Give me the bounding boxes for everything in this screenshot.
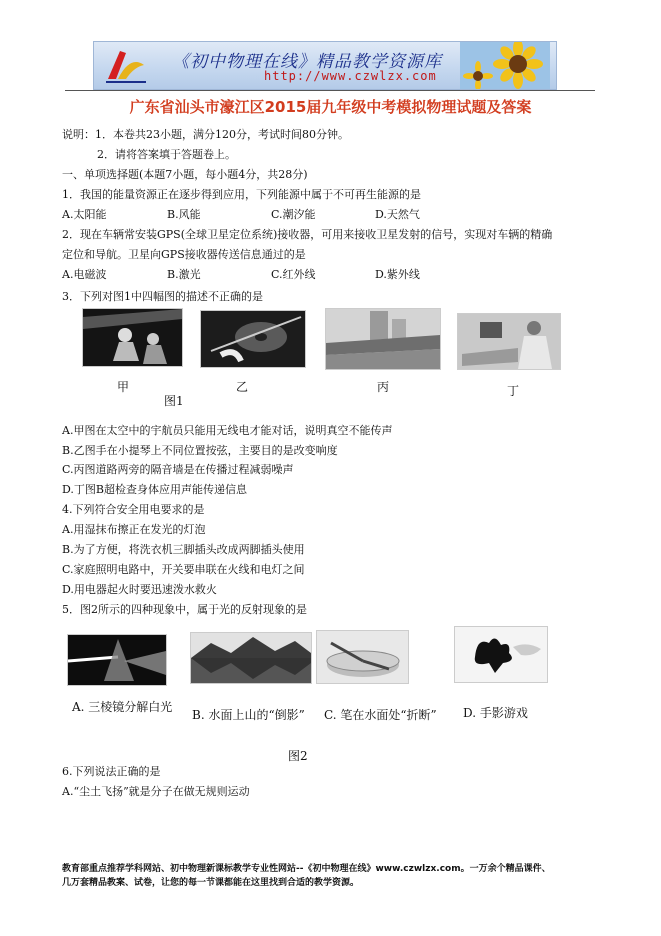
q5-stem: 5．图2所示的四种现象中，属于光的反射现象的是	[62, 603, 307, 616]
footer-line-2: 几万套精品教案、试卷，让您的每一节课都能在这里找到合适的教学资源。	[62, 878, 360, 888]
q3-option-d: D.丁图B超检查身体应用声能传递信息	[62, 483, 248, 496]
q2-option-d: D.紫外线	[375, 268, 420, 281]
section-heading: 一、单项选择题(本题7小题，每小题4分，共28分)	[62, 168, 308, 181]
figure2-image-c	[316, 630, 409, 684]
figure1-label-ding: 丁	[507, 384, 520, 398]
figure1-image-yi	[200, 310, 306, 368]
sunflower-image	[460, 42, 550, 89]
q6-option-a: A.“尘土飞扬”就是分子在做无规则运动	[62, 785, 250, 798]
q1-option-c: C.潮汐能	[271, 208, 316, 221]
figure2-image-d	[454, 626, 548, 683]
q3-option-b: B.乙图手在小提琴上不同位置按弦，主要目的是改变响度	[62, 444, 338, 457]
q1-option-a: A.太阳能	[62, 208, 107, 221]
q6-stem: 6.下列说法正确的是	[62, 765, 161, 778]
q4-stem: 4.下列符合安全用电要求的是	[62, 503, 205, 516]
q2-stem-line1: 2．现在车辆常安装GPS(全球卫星定位系统)接收器，可用来接收卫星发射的信号，实现对车辆的精确	[62, 228, 553, 241]
footer-text	[62, 862, 602, 890]
figure1-label-jia: 甲	[117, 380, 130, 394]
q3-stem: 3．下列对图1中四幅图的描述不正确的是	[62, 290, 263, 303]
header-rule	[65, 90, 595, 91]
figure2-caption-d: D. 手影游戏	[463, 706, 528, 720]
site-logo-icon	[104, 45, 148, 85]
page-title: 广东省汕头市濠江区2015届九年级中考模拟物理试题及答案	[129, 98, 532, 116]
q4-option-b: B.为了方便，将洗衣机三脚插头改成两脚插头使用	[62, 543, 305, 556]
figure1-label-yi: 乙	[236, 380, 249, 394]
figure2-image-b	[190, 632, 312, 684]
q2-option-c: C.红外线	[271, 268, 316, 281]
q4-option-a: A.用湿抹布擦正在发光的灯泡	[62, 523, 206, 536]
figure1-caption: 图1	[164, 394, 184, 408]
figure1-image-ding	[457, 313, 561, 370]
figure2-caption: 图2	[288, 749, 308, 763]
q2-option-a: A.电磁波	[62, 268, 107, 281]
footer-line-1: 教育部重点推荐学科网站、初中物理新课标教学专业性网站--《初中物理在线》www.czwlzx.com。一万余个精品课件、	[62, 864, 551, 874]
q3-option-a: A.甲图在太空中的宇航员只能用无线电才能对话，说明真空不能传声	[62, 424, 393, 437]
instruction-2: 2．请将答案填于答题卷上。	[97, 148, 236, 161]
instruction-1: 说明：1．本卷共23小题，满分120分，考试时间80分钟。	[62, 128, 349, 141]
q1-stem: 1．我国的能量资源正在逐步得到应用，下列能源中属于不可再生能源的是	[62, 188, 421, 201]
q4-option-d: D.用电器起火时要迅速泼水救火	[62, 583, 217, 596]
banner-title: 《初中物理在线》精品教学资源库	[172, 52, 442, 72]
figure2-caption-c: C. 笔在水面处“折断”	[324, 708, 437, 722]
figure2-caption-b: B. 水面上山的“倒影”	[192, 708, 305, 722]
figure1-label-bing: 丙	[377, 380, 390, 394]
figure2-image-a	[67, 634, 167, 686]
q2-option-b: B.激光	[167, 268, 201, 281]
q1-option-d: D.天然气	[375, 208, 420, 221]
q1-option-b: B.风能	[167, 208, 201, 221]
q2-stem-line2: 定位和导航。卫星向GPS接收器传送信息通过的是	[62, 248, 306, 261]
figure1-image-jia	[82, 308, 183, 367]
header-banner	[93, 41, 557, 90]
banner-url: http://www.czwlzx.com	[264, 69, 437, 83]
figure1-image-bing	[325, 308, 441, 370]
q3-option-c: C.丙图道路两旁的隔音墙是在传播过程减弱噪声	[62, 463, 294, 476]
figure2-caption-a: A. 三棱镜分解白光	[72, 700, 173, 714]
q4-option-c: C.家庭照明电路中，开关要串联在火线和电灯之间	[62, 563, 305, 576]
